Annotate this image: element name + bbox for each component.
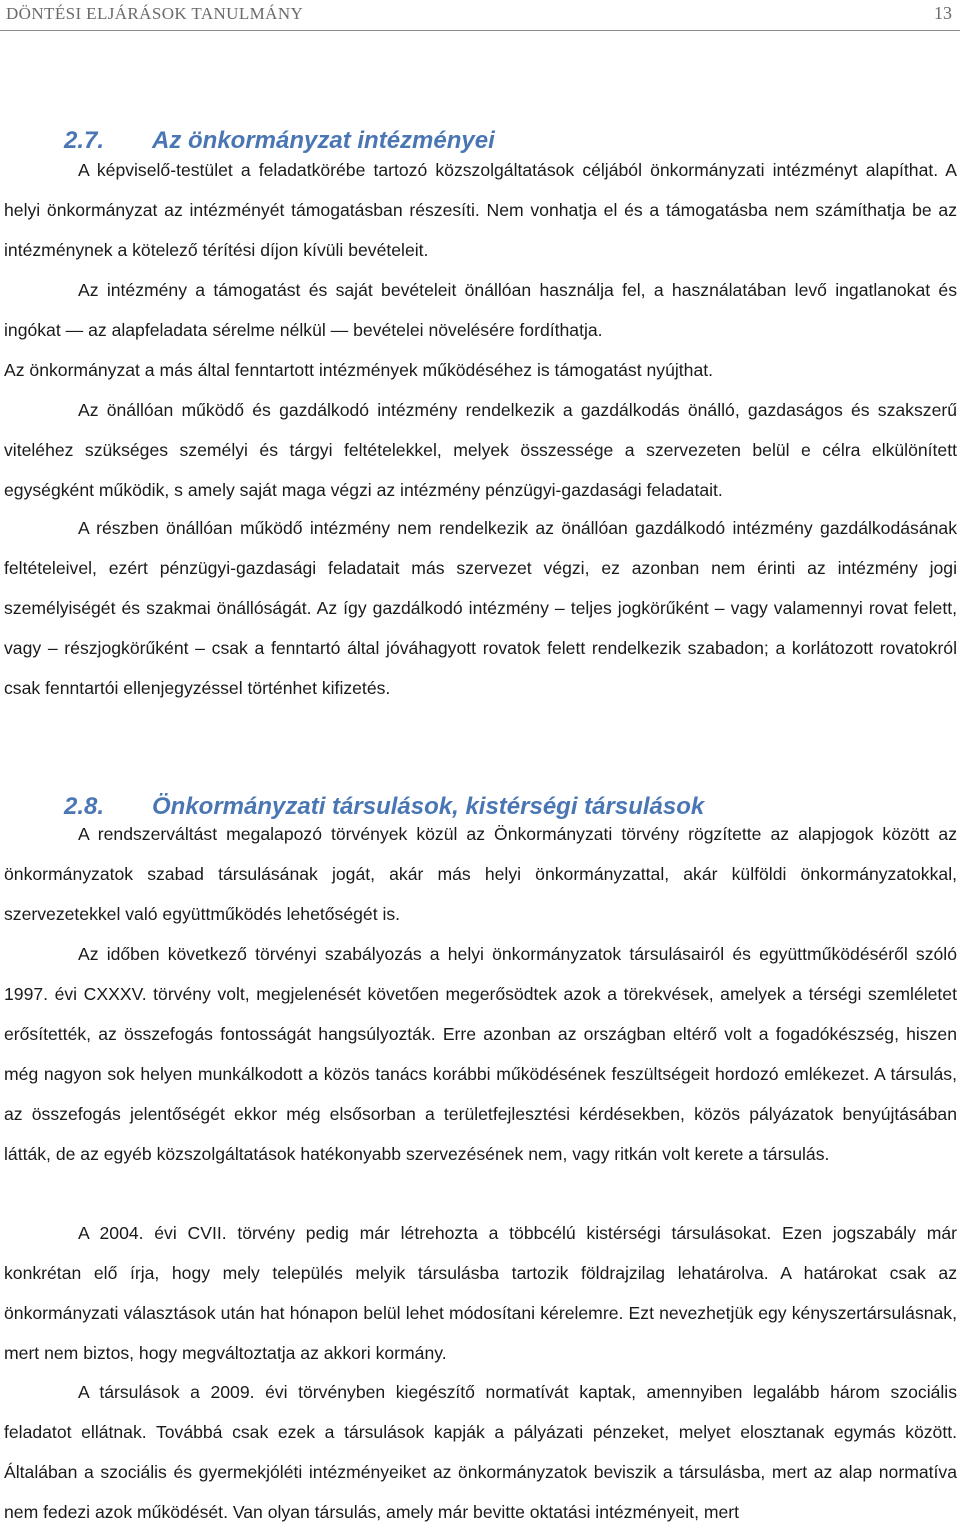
paragraph: Az időben következő törvényi szabályozás a helyi önkormányzatok társulásairól és együttműködéséről szóló 1997. évi CXXXV. törvény volt, megjelenését követően megerősödtek azok a törekvések, amelyek a térségi szemléletet erősítették, az összefogás fontosságát hangsúlyozták. Erre azonban az országban eltérő volt a fogadókészség, hiszen még nagyon sok helyen munkálkodott a közös tanács korábbi működésének feszültségeit hordozó emlékezet. A társulás, az összefogás jelentőségét ekkor még elsősorban a területfejlesztési kérdésekben, közös pályázatok benyújtásában látták, de az egyéb közszolgáltatások hatékonyabb szervezésének nem, vagy ritkán volt kerete a társulás. bbox=[4, 944, 957, 1164]
paragraph: A 2004. évi CVII. törvény pedig már létrehozta a többcélú kistérségi társulásokat. Ezen jogszabály már konkrétan elő írja, hogy mely település melyik társulásba tartozik földrajzilag lehatárolva. A határokat csak az önkormányzati választások után hat hónapon belül lehet módosítani kérelemre. Ezt nevezhetjük egy kényszertársulásnak, mert nem biztos, hogy megváltoztatja az akkori kormány. bbox=[4, 1223, 957, 1363]
section-title: Az önkormányzat intézményei bbox=[152, 126, 495, 154]
section-number: 2.7. bbox=[64, 126, 105, 154]
section-number: 2.8. bbox=[64, 792, 105, 820]
paragraph: A társulások a 2009. évi törvényben kiegészítő normatívát kaptak, amennyiben legalább három szociális feladatot ellátnak. Továbbá csak ezek a társulások kapják a pályázati pénzeket, melyet elosztanak egymás között. Általában a szociális és gyermekjóléti intézményeiket az önkormányzatok beviszik a társulásba, mert az alap normatíva nem fedezi azok működését. Van olyan társulás, amely már bevitte oktatási intézményeit, mert bbox=[4, 1382, 957, 1522]
paragraph: A rendszerváltást megalapozó törvények közül az Önkormányzati törvény rögzítette az alapjogok között az önkormányzatok szabad társulásának jogát, akár más helyi önkormányzattal, akár külföldi önkormányzatokkal, szervezetekkel való együttműködés lehetőségét is. bbox=[4, 824, 957, 924]
page-header bbox=[0, 0, 960, 31]
page-number: 13 bbox=[934, 3, 952, 23]
paragraph: Az önkormányzat a más által fenntartott intézmények működéséhez is támogatást nyújthat. bbox=[4, 360, 713, 380]
paragraph: A képviselő-testület a feladatkörébe tartozó közszolgáltatások céljából önkormányzati intézményt alapíthat. A helyi önkormányzat az intézményét támogatásban részesíti. Nem vonhatja el és a támogatásba nem számíthatja be az intézménynek a kötelező térítési díjon kívüli bevételeit. bbox=[4, 160, 957, 260]
paragraph: A részben önállóan működő intézmény nem rendelkezik az önállóan gazdálkodó intézmény gazdálkodásának feltételeivel, ezért pénzügyi-gazdasági feladatait más szervezet végzi, ez azonban nem érinti az intézmény jogi személyiségét és szakmai önállóságát. Az így gazdálkodó intézmény – teljes jogkörűként – vagy valamennyi rovat felett, vagy – részjogkörűként – csak a fenntartó által jóváhagyott rovatok felett rendelkezik szabadon; a korlátozott rovatokról csak fenntartói ellenjegyzéssel történhet kifizetés. bbox=[4, 518, 957, 698]
document-title: DÖNTÉSI ELJÁRÁSOK TANULMÁNY bbox=[6, 4, 304, 23]
paragraph: Az intézmény a támogatást és saját bevételeit önállóan használja fel, a használatában levő ingatlanokat és ingókat — az alapfeladata sérelme nélkül — bevételei növelésére fordíthatja. bbox=[4, 280, 957, 340]
section-title: Önkormányzati társulások, kistérségi társulások bbox=[152, 792, 705, 820]
paragraph: Az önállóan működő és gazdálkodó intézmény rendelkezik a gazdálkodás önálló, gazdaságos és szakszerű viteléhez szükséges személyi és tárgyi feltételekkel, melyek összessége a szervezeten belül e célra elkülönített egységként működik, s amely saját maga végzi az intézmény pénzügyi-gazdasági feladatait. bbox=[4, 400, 957, 500]
